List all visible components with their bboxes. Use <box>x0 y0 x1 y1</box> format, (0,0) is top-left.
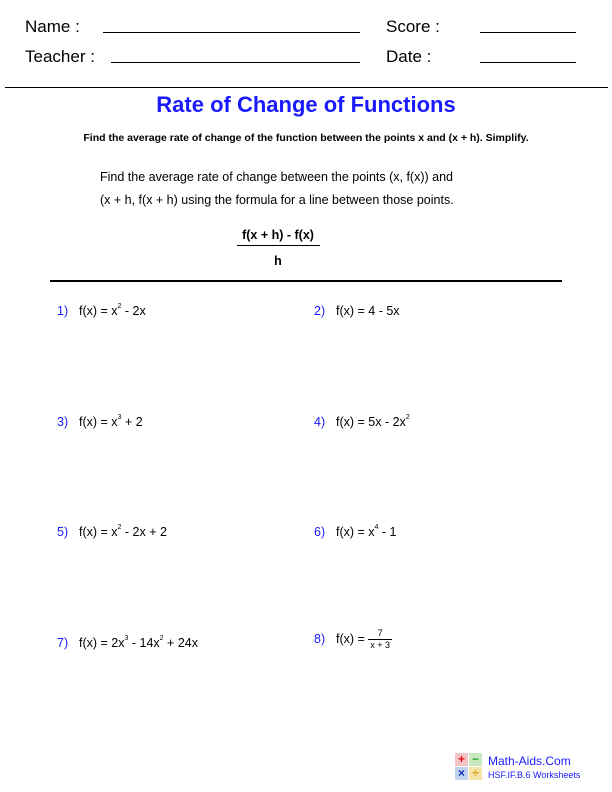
problem-4 <box>314 414 410 430</box>
problem-expression: f(x) = 4 - 5x <box>336 304 400 318</box>
teacher-field-line[interactable] <box>111 62 360 63</box>
section-divider <box>50 280 562 282</box>
problem-number: 6) <box>314 525 326 539</box>
score-field-line[interactable] <box>480 32 576 33</box>
problem-1 <box>57 303 146 319</box>
problem-2 <box>314 303 400 319</box>
page-title: Rate of Change of Functions <box>156 92 456 117</box>
name-label: Name : <box>25 17 80 36</box>
problem-number: 8) <box>314 631 326 646</box>
footer-site-link[interactable]: Math-Aids.Com <box>488 754 571 768</box>
problem-6 <box>314 524 397 540</box>
problem-expression: $f(x) = 5x - 2x^2$ <box>336 414 410 429</box>
explanation-line-1: Find the average rate of change between the points (x, f(x)) and <box>100 170 453 184</box>
problem-expression: $f(x) = x^3 + 2$ <box>79 414 143 429</box>
instructions: Find the average rate of change of the function between the points x and (x + h). Simplify. <box>83 132 529 144</box>
minus-icon: − <box>469 753 482 766</box>
problem-number: 7) <box>57 636 69 650</box>
name-field-line[interactable] <box>103 32 360 33</box>
formula-numerator: f(x + h) - f(x) <box>242 228 314 242</box>
problem-number: 5) <box>57 525 69 539</box>
fraction: $\frac{7}{x + 3}$ <box>370 628 391 650</box>
explanation-line-2: (x + h, f(x + h) using the formula for a line between those points. <box>100 193 454 207</box>
problem-expression: $f(x) = x^4 - 1$ <box>336 524 397 539</box>
plus-icon: + <box>455 753 468 766</box>
problem-expression: $f(x) = 2x^3 - 14x^2 + 24x$ <box>79 635 198 650</box>
problem-number: 2) <box>314 304 326 318</box>
teacher-label: Teacher : <box>25 47 95 66</box>
problem-8 <box>314 628 392 651</box>
problem-number: 3) <box>57 415 69 429</box>
problem-number: 4) <box>314 415 326 429</box>
date-label: Date : <box>386 47 432 66</box>
problem-number: 1) <box>57 304 69 318</box>
formula-denominator: h <box>274 254 282 268</box>
divide-icon: ÷ <box>469 767 482 780</box>
multiply-icon: × <box>455 767 468 780</box>
problem-3 <box>57 414 143 430</box>
header-rule <box>5 87 608 88</box>
math-aids-logo-icon <box>455 753 482 780</box>
date-field-line[interactable] <box>480 62 576 63</box>
problem-expression: $f(x) = x^2 - 2x + 2$ <box>79 524 167 539</box>
formula-fraction-bar <box>237 245 320 246</box>
problem-expression: $f(x) = x^2 - 2x$ <box>79 303 146 318</box>
problem-7 <box>57 635 198 651</box>
problem-5 <box>57 524 167 540</box>
score-label: Score : <box>386 17 440 36</box>
footer-standard: HSF.IF.B.6 Worksheets <box>488 770 581 780</box>
problem-expression: f(x) = $\frac{7}{x + 3}$ <box>336 628 391 650</box>
